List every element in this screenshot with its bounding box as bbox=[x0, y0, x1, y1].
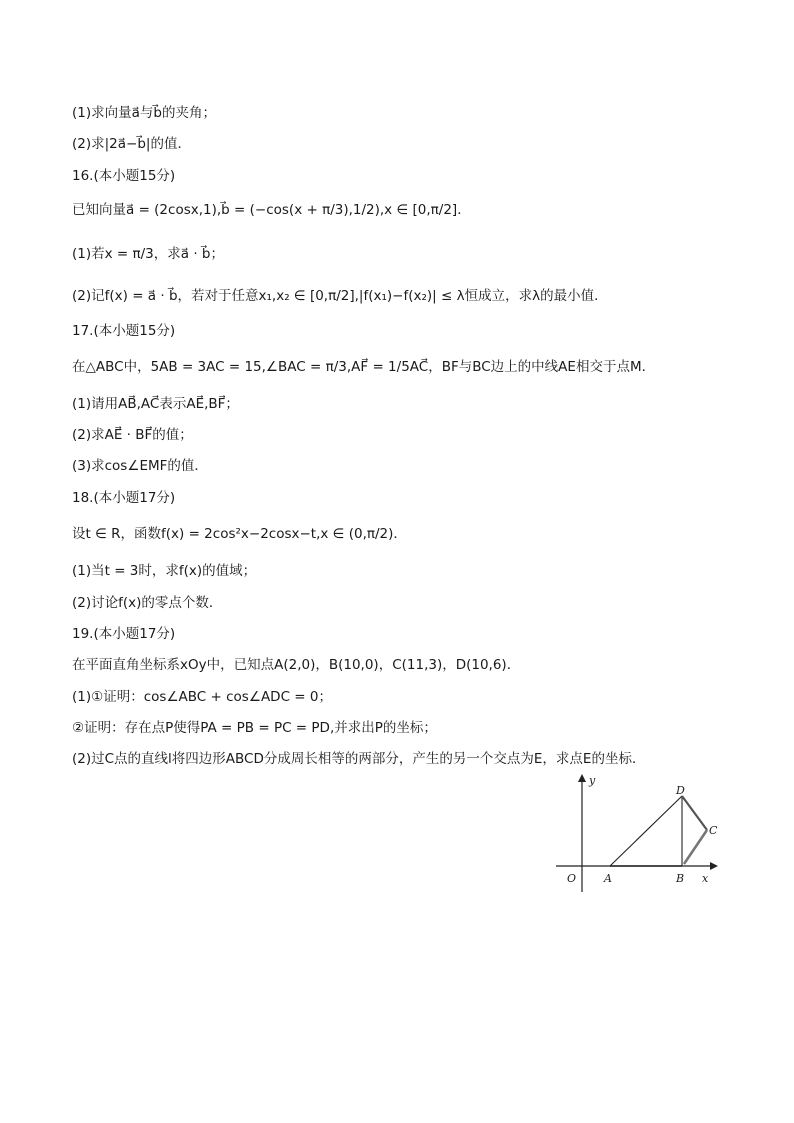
label-B: B bbox=[676, 872, 685, 885]
segment-CB bbox=[684, 830, 707, 864]
q16-header: 16.(本小题15分) bbox=[72, 168, 176, 184]
q15-part1: (1)求向量a⃗与b⃗的夹角； bbox=[72, 105, 216, 121]
q19-part1b: ②证明：存在点P使得PA = PB = PC = PD,并求出P的坐标； bbox=[72, 720, 437, 736]
label-x: x bbox=[702, 872, 709, 885]
segment-AD bbox=[610, 796, 682, 866]
q18-stem: 设t ∈ R，函数f(x) = 2cos²x−2cosx−t,x ∈ (0,π/2)． bbox=[72, 526, 407, 542]
q18-header: 18.(本小题17分) bbox=[72, 490, 176, 506]
label-O: O bbox=[567, 872, 577, 885]
q17-part3: (3)求cos∠EMF的值． bbox=[72, 458, 208, 474]
q17-part2: (2)求AE⃗ · BF⃗的值； bbox=[72, 427, 193, 443]
q15-part2: (2)求|2a⃗−b⃗|的值． bbox=[72, 136, 191, 152]
q19-part2: (2)过C点的直线l将四边形ABCD分成周长相等的两部分，产生的另一个交点为E，求点E的坐标． bbox=[72, 751, 646, 767]
segment-DC bbox=[682, 796, 707, 830]
q17-part1: (1)请用AB⃗,AC⃗表示AE⃗,BF⃗； bbox=[72, 396, 239, 412]
x-axis-arrow bbox=[710, 862, 718, 870]
q17-stem: 在△ABC中，5AB = 3AC = 15,∠BAC = π/3,AF⃗ = 1/5AC⃗，BF与BC边上的中线AE相交于点M． bbox=[72, 359, 656, 375]
quadrilateral-figure bbox=[552, 770, 722, 896]
q19-stem: 在平面直角坐标系xOy中，已知点A(2,0)，B(10,0)，C(11,3)，D(10,6)． bbox=[72, 657, 521, 673]
q16-stem: 已知向量a⃗ = (2cosx,1),b⃗ = (−cos(x + π/3),1/2),x ∈ [0,π/2]． bbox=[72, 202, 471, 218]
label-y: y bbox=[589, 774, 596, 787]
label-C: C bbox=[709, 824, 718, 837]
q19-header: 19.(本小题17分) bbox=[72, 626, 176, 642]
label-D: D bbox=[676, 784, 685, 797]
q18-part1: (1)当t = 3时，求f(x)的值域； bbox=[72, 563, 257, 579]
y-axis-arrow bbox=[578, 774, 586, 782]
q16-part1: (1)若x = π/3，求a⃗ · b⃗； bbox=[72, 246, 224, 262]
q16-part2: (2)记f(x) = a⃗ · b⃗，若对于任意x₁,x₂ ∈ [0,π/2],|f(x₁)−f(x₂)| ≤ λ恒成立，求λ的最小值． bbox=[72, 288, 608, 304]
q17-header: 17.(本小题15分) bbox=[72, 323, 176, 339]
q19-part1a: (1)①证明：cos∠ABC + cos∠ADC = 0； bbox=[72, 689, 332, 705]
q18-part2: (2)讨论f(x)的零点个数． bbox=[72, 595, 223, 611]
label-A: A bbox=[604, 872, 612, 885]
